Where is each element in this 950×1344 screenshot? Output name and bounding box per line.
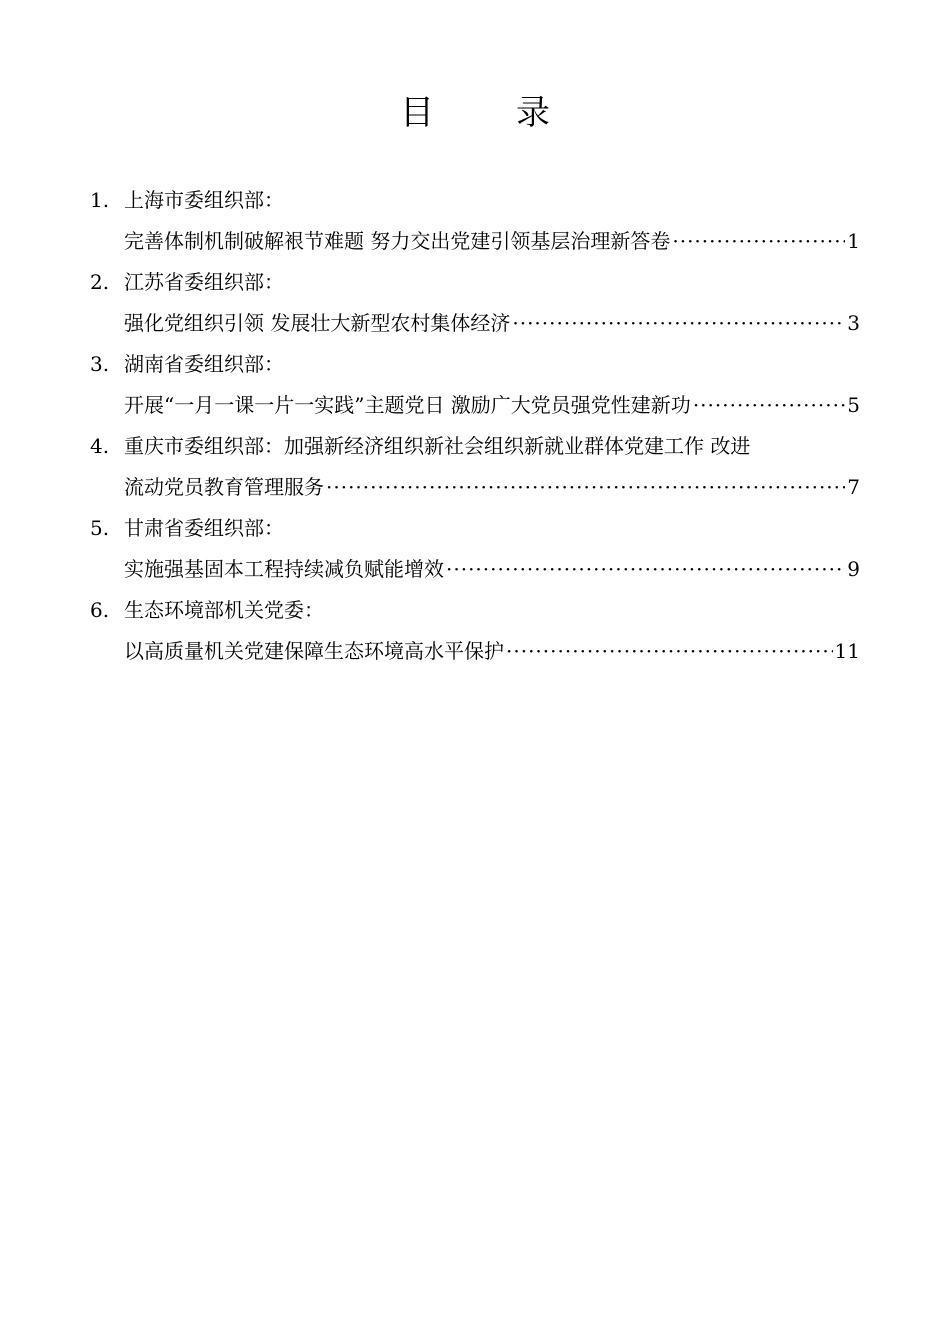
entry-title: 强化党组织引领 发展壮大新型农村集体经济 — [124, 311, 511, 335]
entry-org: 江苏省委组织部： — [124, 270, 284, 294]
entry-page-number: 11 — [834, 639, 860, 663]
toc-entry-heading — [90, 262, 860, 303]
toc-entry-link[interactable] — [90, 221, 860, 262]
entry-org: 湖南省委组织部： — [124, 352, 284, 376]
toc-entry-link[interactable] — [90, 385, 860, 426]
entry-page-number: 7 — [847, 475, 860, 499]
dot-leader — [693, 385, 845, 426]
toc-entry-heading — [90, 426, 860, 467]
entry-page-number: 1 — [847, 229, 860, 253]
entry-org: 甘肃省委组织部： — [124, 516, 284, 540]
entry-title: 流动党员教育管理服务 — [124, 475, 324, 499]
table-of-contents — [90, 180, 860, 672]
entry-org: 生态环境部机关党委： — [124, 598, 324, 622]
entry-number: 1. — [90, 188, 110, 212]
entry-number: 6. — [90, 598, 110, 622]
dot-leader — [446, 549, 845, 590]
toc-entry-link[interactable] — [90, 549, 860, 590]
entry-title: 完善体制机制破解裉节难题 努力交出党建引领基层治理新答卷 — [124, 229, 671, 253]
entry-page-number: 9 — [847, 557, 860, 581]
dot-leader — [326, 467, 845, 508]
entry-number: 2. — [90, 270, 110, 294]
toc-entry-link[interactable] — [90, 467, 860, 508]
dot-leader — [672, 221, 845, 262]
entry-org: 上海市委组织部： — [124, 188, 284, 212]
entry-page-number: 3 — [847, 311, 860, 335]
toc-entry-heading — [90, 180, 860, 221]
entry-title: 开展“一月一课一片一实践”主题党日 激励广大党员强党性建新功 — [124, 393, 691, 417]
toc-entry-heading — [90, 508, 860, 549]
entry-page-number: 5 — [847, 393, 860, 417]
entry-title: 实施强基固本工程持续减负赋能增效 — [124, 557, 444, 581]
entry-org: 重庆市委组织部：加强新经济组织新社会组织新就业群体党建工作 改进 — [124, 434, 751, 458]
page-title: 目 录 — [400, 93, 574, 133]
toc-entry-heading — [90, 590, 860, 631]
toc-entry-heading — [90, 344, 860, 385]
dot-leader — [512, 303, 845, 344]
dot-leader — [506, 631, 833, 672]
toc-entry-link[interactable] — [90, 303, 860, 344]
entry-number: 4. — [90, 434, 110, 458]
entry-title: 以高质量机关党建保障生态环境高水平保护 — [124, 639, 504, 663]
entry-number: 5. — [90, 516, 110, 540]
entry-number: 3. — [90, 352, 110, 376]
toc-entry-link[interactable] — [90, 631, 860, 672]
